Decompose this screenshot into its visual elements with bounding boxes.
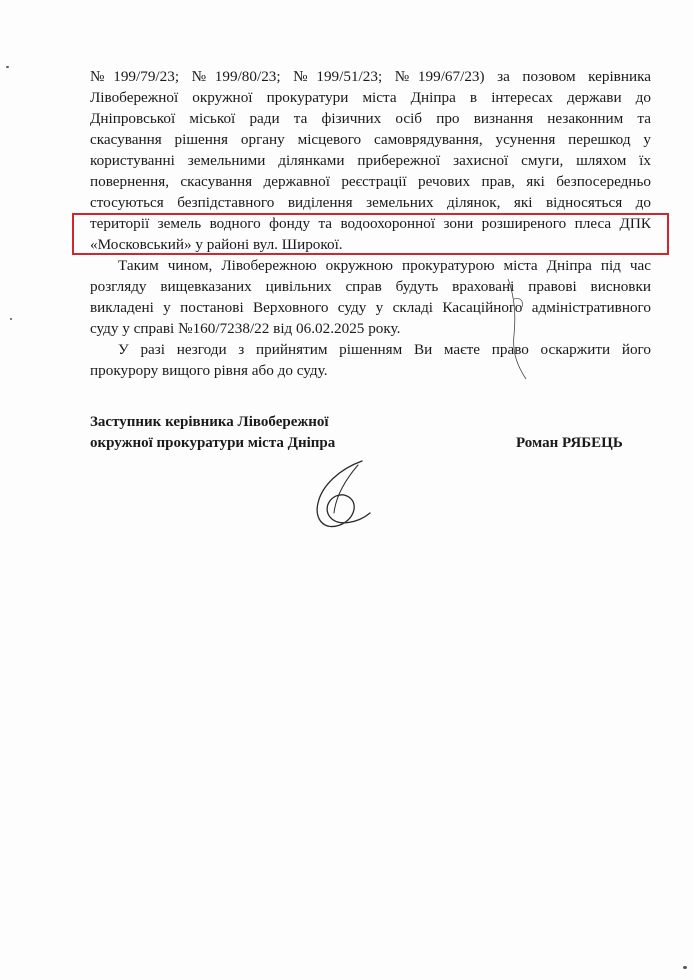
body-line-highlighted: території земель водного фонду та водоохоронної зони розширеного плеса ДПК	[90, 215, 651, 232]
highlight-box	[72, 213, 669, 255]
body-line: прокурору вищого рівня або до суду.	[90, 362, 328, 379]
body-line: Дніпровської міської ради та фізичних осіб про визнання незаконним та	[90, 110, 651, 127]
body-line-highlighted: «Московський» у районі вул. Широкої.	[90, 236, 343, 253]
handwritten-signature	[300, 455, 390, 545]
body-line: стосуються безпідставного виділення земельних ділянок, які відносяться до	[90, 194, 651, 211]
body-line: викладені у постанові Верховного суду у складі Касаційного адміністративного	[90, 299, 651, 316]
body-line: У разі незгоди з прийнятим рішенням Ви маєте право оскаржити його	[118, 341, 651, 358]
body-line: Таким чином, Лівобережною окружною прокуратурою міста Дніпра під час	[118, 257, 651, 274]
body-line: повернення, скасування державної реєстрації речових прав, які безпосередньо	[90, 173, 651, 190]
body-line: скасування рішення органу місцевого самоврядування, усунення перешкод у	[90, 131, 651, 148]
scan-speck	[10, 318, 12, 320]
body-line: суду у справі №160/7238/22 від 06.02.2025 року.	[90, 320, 401, 337]
pen-stroke-mark	[500, 275, 540, 385]
signatory-position-line2: окружної прокуратури міста Дніпра	[90, 435, 336, 451]
body-line: розгляду вищевказаних цивільних справ будуть враховані правові висновки	[90, 278, 651, 295]
scan-speck	[6, 66, 9, 68]
signatory-name: Роман РЯБЕЦЬ	[516, 435, 623, 451]
signatory-position-line1: Заступник керівника Лівобережної	[90, 414, 329, 430]
body-line: Лівобережної окружної прокуратури міста Дніпра в інтересах держави до	[90, 89, 651, 106]
scan-speck	[683, 966, 687, 969]
body-line: №199/79/23; №199/80/23; №199/51/23; №199/67/23) за позовом керівника	[90, 68, 651, 85]
body-line: користуванні земельними ділянками прибережної захисної смуги, шляхом їх	[90, 152, 651, 169]
